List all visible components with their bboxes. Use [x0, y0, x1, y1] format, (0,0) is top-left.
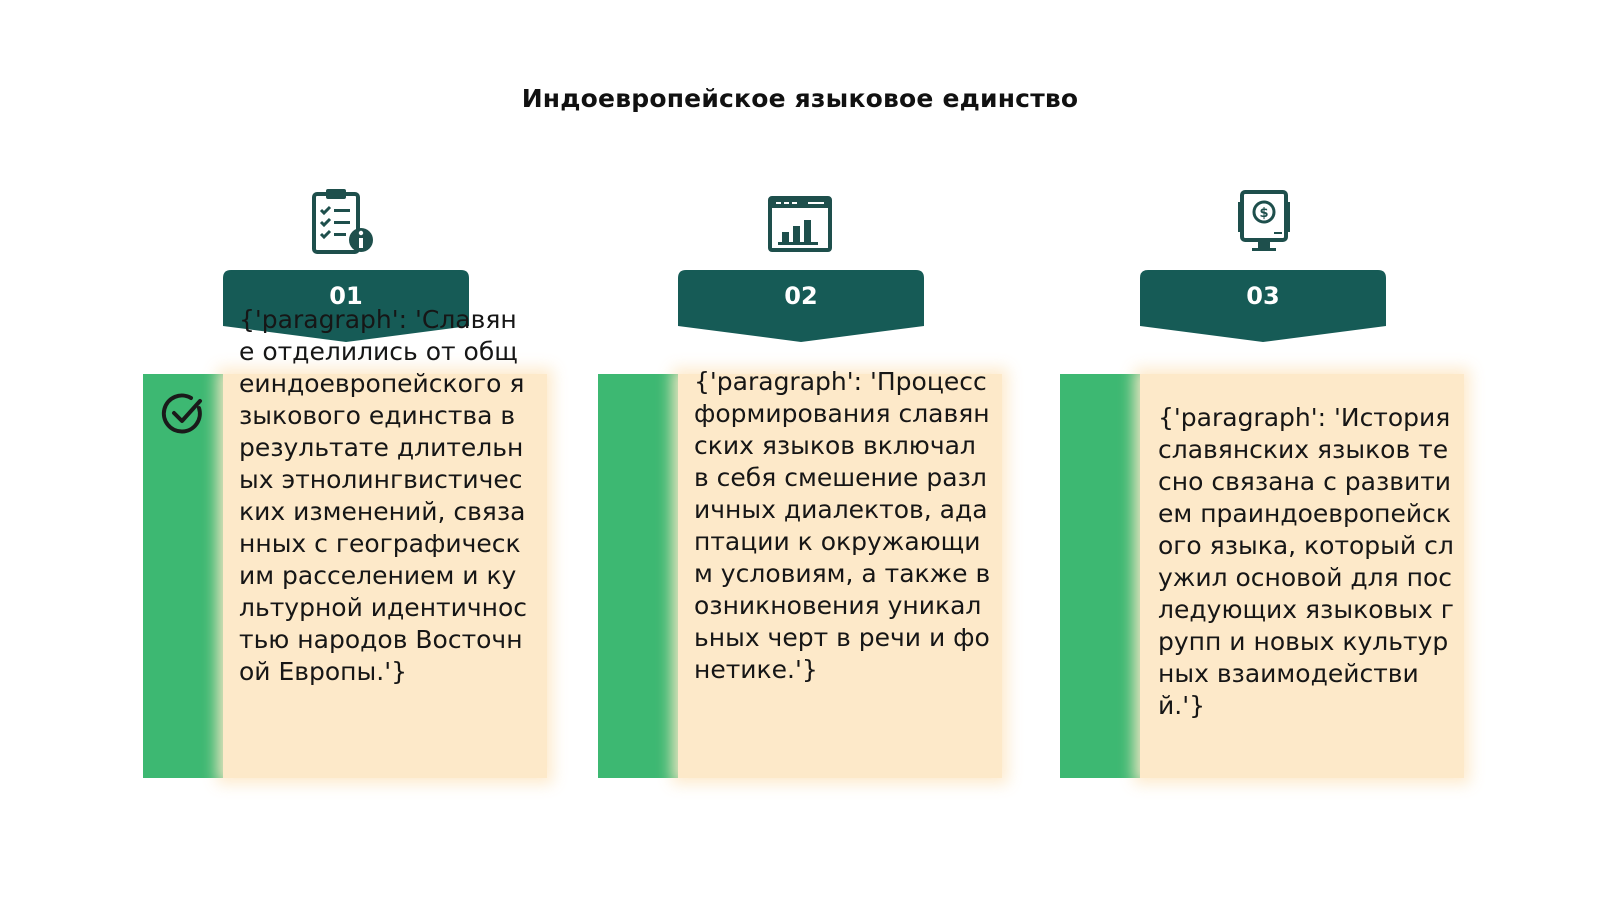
card-accent-stripe: [598, 374, 678, 778]
step-tab-2: [678, 270, 924, 346]
card-paragraph: {'paragraph': 'Процесс формирования славянских языков включал в себя смешение различных диалектов, адаптации к окружающим условиям, а также возникновения уникальных черт в речи и фонетике.'}: [694, 367, 991, 684]
step-column-3: [1060, 0, 1470, 900]
check-circle-icon: [161, 392, 205, 436]
card-accent-stripe: [1060, 374, 1140, 778]
step-number: 02: [784, 282, 818, 310]
step-column-1: [143, 0, 553, 900]
clipboard-checklist-info-icon: [311, 188, 375, 256]
card-accent-stripe: [143, 374, 223, 778]
step-number: 03: [1246, 282, 1280, 310]
step-number: 01: [329, 282, 363, 310]
card-paragraph: {'paragraph': 'Славяне отделились от общеиндоевропейского языкового единства в результате длительных этнолингвистических изменений, связанных с географическим расселением и культурной идентичностью народов Восточной Европы.'}: [239, 305, 528, 686]
browser-bar-chart-icon: [768, 188, 832, 256]
svg-text:$: $: [1259, 206, 1269, 221]
monitor-dollar-icon: [1232, 188, 1296, 256]
step-tab-3: [1140, 270, 1386, 346]
step-column-2: [598, 0, 1008, 900]
slide-title: Индоевропейское языковое единство: [521, 84, 1079, 113]
card-paragraph: {'paragraph': 'История славянских языков тесно связана с развитием праиндоевропейского языка, который служил основой для последующих языковых групп и новых культурных взаимодействий.'}: [1158, 403, 1454, 720]
